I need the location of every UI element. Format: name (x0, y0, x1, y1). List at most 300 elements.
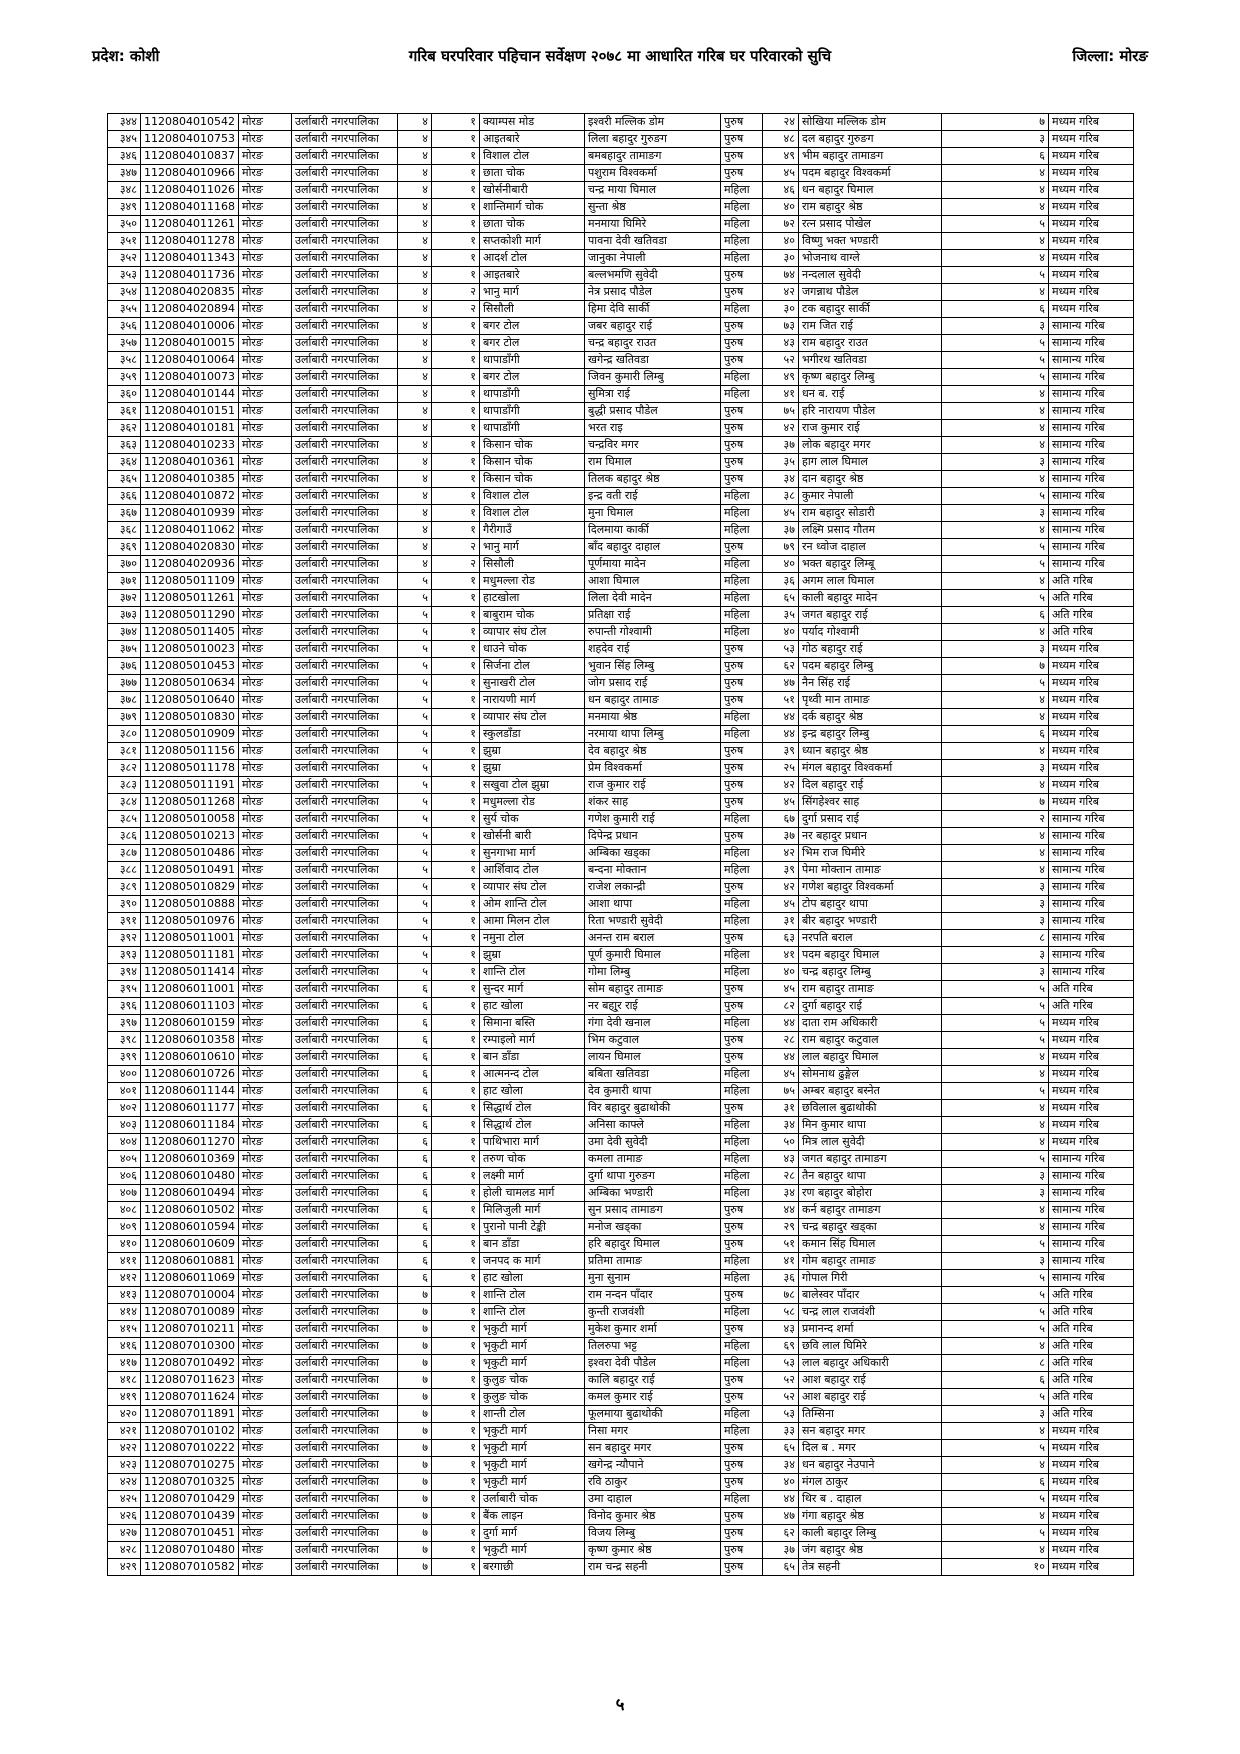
guardian-name-cell: धन बहादुर घिमाल (799, 182, 942, 199)
guardian-name-cell: धन बहादुर नेउपाने (799, 1457, 942, 1474)
tole-no-cell: १ (432, 760, 480, 777)
district-cell: मोरङ (239, 131, 292, 148)
poverty-level-cell: सामान्य गरिब (1049, 471, 1134, 488)
tole-cell: सप्तकोशी मार्ग (480, 233, 585, 250)
ward-cell: ५ (398, 760, 432, 777)
tole-no-cell: १ (432, 845, 480, 862)
poverty-level-cell: मध्यम गरिब (1049, 1491, 1134, 1508)
poverty-level-cell: अति गरिब (1049, 1338, 1134, 1355)
family-size-cell: ४ (942, 284, 1049, 301)
tole-cell: सखुवा टोल झुम्रा (480, 777, 585, 794)
ward-cell: ४ (398, 420, 432, 437)
family-size-cell: ४ (942, 862, 1049, 879)
gender-cell: पुरुष (721, 1372, 763, 1389)
table-row (108, 1066, 1134, 1083)
guardian-name-cell: जगत बहादुर तामाङग (799, 1151, 942, 1168)
tole-no-cell: १ (432, 522, 480, 539)
poverty-level-cell: सामान्य गरिब (1049, 386, 1134, 403)
tole-cell: पुरानो पानी टेङ्की (480, 1219, 585, 1236)
ward-cell: ४ (398, 199, 432, 216)
tole-cell: हाट खोला (480, 1270, 585, 1287)
tole-no-cell: १ (432, 1117, 480, 1134)
family-size-cell: ४ (942, 1423, 1049, 1440)
tole-cell: भृकुटी मार्ग (480, 1338, 585, 1355)
ward-cell: ४ (398, 522, 432, 539)
guardian-name-cell: रन ध्वोज दाहाल (799, 539, 942, 556)
gender-cell: पुरुष (721, 454, 763, 471)
ward-cell: ५ (398, 896, 432, 913)
serial-cell: ३७३ (108, 607, 141, 624)
household-id-cell: 1120806010610 (141, 1049, 239, 1066)
household-id-cell: 1120805010976 (141, 913, 239, 930)
table-row (108, 1049, 1134, 1066)
family-size-cell: ५ (942, 539, 1049, 556)
household-id-cell: 1120806010369 (141, 1151, 239, 1168)
head-name-cell: जबर बहादुर राई (585, 318, 721, 335)
household-id-cell: 1120805011261 (141, 590, 239, 607)
tole-cell: बगर टोल (480, 335, 585, 352)
district-cell: मोरङ (239, 369, 292, 386)
tole-cell: झुम्रा (480, 743, 585, 760)
family-size-cell: ३ (942, 913, 1049, 930)
head-name-cell: चन्द्र माया घिमाल (585, 182, 721, 199)
poverty-level-cell: मध्यम गरिब (1049, 114, 1134, 131)
tole-cell: भानु मार्ग (480, 539, 585, 556)
tole-no-cell: १ (432, 250, 480, 267)
municipality-cell: उर्लाबारी नगरपालिका (292, 284, 398, 301)
age-cell: ४१ (763, 386, 799, 403)
guardian-name-cell: राम बहादुर सोडारी (799, 505, 942, 522)
tole-cell: क्याम्पस मोड (480, 114, 585, 131)
poverty-level-cell: मध्यम गरिब (1049, 641, 1134, 658)
tole-no-cell: १ (432, 1406, 480, 1423)
tole-cell: सिसौली (480, 301, 585, 318)
gender-cell: महिला (721, 1083, 763, 1100)
age-cell: ५२ (763, 1372, 799, 1389)
district-cell: मोरङ (239, 1423, 292, 1440)
district-cell: मोरङ (239, 828, 292, 845)
age-cell: ४२ (763, 777, 799, 794)
household-id-cell: 1120806011001 (141, 981, 239, 998)
ward-cell: ६ (398, 1066, 432, 1083)
tole-cell: थापाडाँगी (480, 386, 585, 403)
tole-no-cell: १ (432, 590, 480, 607)
gender-cell: महिला (721, 947, 763, 964)
tole-cell: शान्ति टोल (480, 964, 585, 981)
ward-cell: ६ (398, 981, 432, 998)
table-row (108, 267, 1134, 284)
gender-cell: महिला (721, 1406, 763, 1423)
head-name-cell: नरमाया थापा लिम्बु (585, 726, 721, 743)
gender-cell: पुरुष (721, 131, 763, 148)
serial-cell: ३८८ (108, 862, 141, 879)
table-row (108, 998, 1134, 1015)
municipality-cell: उर्लाबारी नगरपालिका (292, 1100, 398, 1117)
ward-cell: ७ (398, 1406, 432, 1423)
head-name-cell: सन बहादुर मगर (585, 1440, 721, 1457)
family-size-cell: ३ (942, 1168, 1049, 1185)
head-name-cell: कालि बहादुर राई (585, 1372, 721, 1389)
household-id-cell: 1120804010181 (141, 420, 239, 437)
guardian-name-cell: छविलाल बुढाथोकी (799, 1100, 942, 1117)
tole-no-cell: २ (432, 284, 480, 301)
head-name-cell: पावना देवी खतिवडा (585, 233, 721, 250)
age-cell: ७४ (763, 267, 799, 284)
guardian-name-cell: भीम बहादुर तामाङग (799, 148, 942, 165)
household-id-cell: 1120805011405 (141, 624, 239, 641)
district-cell: मोरङ (239, 1270, 292, 1287)
tole-no-cell: १ (432, 794, 480, 811)
table-row (108, 335, 1134, 352)
gender-cell: पुरुष (721, 1440, 763, 1457)
age-cell: ७३ (763, 318, 799, 335)
household-id-cell: 1120805011290 (141, 607, 239, 624)
poverty-level-cell: सामान्य गरिब (1049, 437, 1134, 454)
head-name-cell: मनमाया श्रेष्ठ (585, 709, 721, 726)
tole-no-cell: १ (432, 828, 480, 845)
age-cell: ६२ (763, 1525, 799, 1542)
district-cell: मोरङ (239, 1338, 292, 1355)
guardian-name-cell: राज कुमार राई (799, 420, 942, 437)
district-cell: मोरङ (239, 947, 292, 964)
ward-cell: ७ (398, 1389, 432, 1406)
household-id-cell: 1120807010211 (141, 1321, 239, 1338)
family-size-cell: ४ (942, 828, 1049, 845)
household-id-cell: 1120804010006 (141, 318, 239, 335)
district-cell: मोरङ (239, 607, 292, 624)
gender-cell: महिला (721, 913, 763, 930)
table-row (108, 1236, 1134, 1253)
gender-cell: पुरुष (721, 675, 763, 692)
household-id-cell: 1120807010089 (141, 1304, 239, 1321)
gender-cell: महिला (721, 573, 763, 590)
table-row (108, 879, 1134, 896)
tole-cell: व्यापार संघ टोल (480, 709, 585, 726)
tole-no-cell: १ (432, 216, 480, 233)
household-id-cell: 1120806011144 (141, 1083, 239, 1100)
head-name-cell: विजय लिम्बु (585, 1525, 721, 1542)
age-cell: ३४ (763, 471, 799, 488)
family-size-cell: ५ (942, 488, 1049, 505)
household-id-cell: 1120804010542 (141, 114, 239, 131)
poverty-level-cell: मध्यम गरिब (1049, 1117, 1134, 1134)
age-cell: ३० (763, 250, 799, 267)
tole-cell: तरुण चोक (480, 1151, 585, 1168)
tole-no-cell: १ (432, 1168, 480, 1185)
poverty-level-cell: सामान्य गरिब (1049, 335, 1134, 352)
household-id-cell: 1120807010102 (141, 1423, 239, 1440)
household-id-cell: 1120804011168 (141, 199, 239, 216)
family-size-cell: ५ (942, 675, 1049, 692)
serial-cell: ४२६ (108, 1508, 141, 1525)
ward-cell: ५ (398, 709, 432, 726)
municipality-cell: उर्लाबारी नगरपालिका (292, 1559, 398, 1576)
table-row (108, 675, 1134, 692)
serial-cell: ३९२ (108, 930, 141, 947)
family-size-cell: ४ (942, 403, 1049, 420)
tole-cell: भृकुटी मार्ग (480, 1457, 585, 1474)
family-size-cell: ५ (942, 1287, 1049, 1304)
municipality-cell: उर्लाबारी नगरपालिका (292, 930, 398, 947)
municipality-cell: उर्लाबारी नगरपालिका (292, 182, 398, 199)
household-id-cell: 1120805011191 (141, 777, 239, 794)
guardian-name-cell: दिल ब . मगर (799, 1440, 942, 1457)
ward-cell: ६ (398, 1134, 432, 1151)
serial-cell: ३५२ (108, 250, 141, 267)
head-name-cell: मुना घिमाल (585, 505, 721, 522)
serial-cell: ३७१ (108, 573, 141, 590)
family-size-cell: ४ (942, 1134, 1049, 1151)
municipality-cell: उर्लाबारी नगरपालिका (292, 1542, 398, 1559)
gender-cell: पुरुष (721, 352, 763, 369)
guardian-name-cell: दिल बहादुर राई (799, 777, 942, 794)
tole-no-cell: १ (432, 675, 480, 692)
family-size-cell: ३ (942, 964, 1049, 981)
poverty-level-cell: मध्यम गरिब (1049, 1508, 1134, 1525)
tole-no-cell: १ (432, 335, 480, 352)
gender-cell: पुरुष (721, 930, 763, 947)
family-size-cell: ३ (942, 760, 1049, 777)
ward-cell: ४ (398, 454, 432, 471)
tole-no-cell: १ (432, 1066, 480, 1083)
poverty-level-cell: मध्यम गरिब (1049, 1542, 1134, 1559)
gender-cell: पुरुष (721, 403, 763, 420)
head-name-cell: बन्दना मोक्तान (585, 862, 721, 879)
tole-no-cell: १ (432, 777, 480, 794)
municipality-cell: उर्लाबारी नगरपालिका (292, 1117, 398, 1134)
guardian-name-cell: लक्ष्मि प्रसाद गौतम (799, 522, 942, 539)
table-row (108, 1457, 1134, 1474)
gender-cell: पुरुष (721, 1525, 763, 1542)
table-row (108, 845, 1134, 862)
guardian-name-cell: रण बहादुर बोहोरा (799, 1185, 942, 1202)
poverty-level-cell: अति गरिब (1049, 1372, 1134, 1389)
guardian-name-cell: दर्क बहादुर श्रेष्ठ (799, 709, 942, 726)
family-size-cell: ५ (942, 1321, 1049, 1338)
family-size-cell: ५ (942, 1015, 1049, 1032)
gender-cell: महिला (721, 199, 763, 216)
age-cell: ४५ (763, 981, 799, 998)
family-size-cell: ५ (942, 369, 1049, 386)
table-row (108, 692, 1134, 709)
tole-no-cell: १ (432, 1321, 480, 1338)
poverty-level-cell: सामान्य गरिब (1049, 403, 1134, 420)
district-cell: मोरङ (239, 1049, 292, 1066)
table-row (108, 607, 1134, 624)
page-number: ५ (615, 1695, 625, 1715)
table-row (108, 1253, 1134, 1270)
municipality-cell: उर्लाबारी नगरपालिका (292, 1219, 398, 1236)
municipality-cell: उर्लाबारी नगरपालिका (292, 879, 398, 896)
family-size-cell: ३ (942, 505, 1049, 522)
table-row (108, 114, 1134, 131)
ward-cell: ५ (398, 913, 432, 930)
gender-cell: महिला (721, 1117, 763, 1134)
guardian-name-cell: सन बहादुर मगर (799, 1423, 942, 1440)
ward-cell: ४ (398, 539, 432, 556)
municipality-cell: उर्लाबारी नगरपालिका (292, 1032, 398, 1049)
municipality-cell: उर्लाबारी नगरपालिका (292, 522, 398, 539)
serial-cell: ४२२ (108, 1440, 141, 1457)
district-cell: मोरङ (239, 760, 292, 777)
district-cell: मोरङ (239, 182, 292, 199)
tole-no-cell: १ (432, 1440, 480, 1457)
family-size-cell: ४ (942, 709, 1049, 726)
household-id-cell: 1120804010753 (141, 131, 239, 148)
table-row (108, 1151, 1134, 1168)
tole-cell: झुम्रा (480, 947, 585, 964)
gender-cell: पुरुष (721, 1202, 763, 1219)
ward-cell: ६ (398, 1253, 432, 1270)
district-cell: मोरङ (239, 335, 292, 352)
head-name-cell: रुपान्ती गोश्वामी (585, 624, 721, 641)
table-row (108, 947, 1134, 964)
household-id-cell: 1120804020835 (141, 284, 239, 301)
table-row (108, 1117, 1134, 1134)
age-cell: २५ (763, 760, 799, 777)
tole-cell: बैंक लाइन (480, 1508, 585, 1525)
gender-cell: महिला (721, 250, 763, 267)
head-name-cell: धन बहादुर तामाङ (585, 692, 721, 709)
family-size-cell: ६ (942, 726, 1049, 743)
household-id-cell: 1120804010939 (141, 505, 239, 522)
poverty-level-cell: सामान्य गरिब (1049, 420, 1134, 437)
municipality-cell: उर्लाबारी नगरपालिका (292, 1321, 398, 1338)
serial-cell: ३९५ (108, 981, 141, 998)
district-cell: मोरङ (239, 1066, 292, 1083)
family-size-cell: ४ (942, 845, 1049, 862)
head-name-cell: हिमा देवि सार्की (585, 301, 721, 318)
household-id-cell: 1120804010151 (141, 403, 239, 420)
serial-cell: ३८२ (108, 760, 141, 777)
household-id-cell: 1120804010144 (141, 386, 239, 403)
tole-no-cell: १ (432, 947, 480, 964)
table-row (108, 182, 1134, 199)
family-size-cell: ५ (942, 1151, 1049, 1168)
tole-cell: छाता चोक (480, 165, 585, 182)
gender-cell: महिला (721, 556, 763, 573)
guardian-name-cell: तेत्र सहनी (799, 1559, 942, 1576)
gender-cell: पुरुष (721, 1474, 763, 1491)
age-cell: ४२ (763, 845, 799, 862)
serial-cell: ३४९ (108, 199, 141, 216)
guardian-name-cell: तैन बहादुर थापा (799, 1168, 942, 1185)
family-size-cell: ४ (942, 471, 1049, 488)
tole-no-cell: १ (432, 896, 480, 913)
household-id-cell: 1120806010502 (141, 1202, 239, 1219)
poverty-level-cell: मध्यम गरिब (1049, 284, 1134, 301)
district-cell: मोरङ (239, 981, 292, 998)
table-row (108, 743, 1134, 760)
tole-cell: हाट खोला (480, 998, 585, 1015)
guardian-name-cell: जगत बहादुर राई (799, 607, 942, 624)
municipality-cell: उर्लाबारी नगरपालिका (292, 709, 398, 726)
age-cell: ३६ (763, 1270, 799, 1287)
household-id-cell: 1120806011270 (141, 1134, 239, 1151)
municipality-cell: उर्लाबारी नगरपालिका (292, 590, 398, 607)
family-size-cell: ४ (942, 386, 1049, 403)
serial-cell: ४२५ (108, 1491, 141, 1508)
gender-cell: महिला (721, 216, 763, 233)
poverty-level-cell: अति गरिब (1049, 1321, 1134, 1338)
ward-cell: ४ (398, 233, 432, 250)
table-row (108, 1338, 1134, 1355)
table-row (108, 420, 1134, 437)
gender-cell: महिला (721, 1066, 763, 1083)
tole-no-cell: १ (432, 1338, 480, 1355)
poverty-level-cell: मध्यम गरिब (1049, 794, 1134, 811)
municipality-cell: उर्लाबारी नगरपालिका (292, 607, 398, 624)
family-size-cell: ३ (942, 1406, 1049, 1423)
poverty-level-cell: मध्यम गरिब (1049, 692, 1134, 709)
guardian-name-cell: ध्यान बहादुर श्रेष्ठ (799, 743, 942, 760)
gender-cell: महिला (721, 1151, 763, 1168)
ward-cell: ७ (398, 1338, 432, 1355)
household-id-cell: 1120807010439 (141, 1508, 239, 1525)
ward-cell: ७ (398, 1423, 432, 1440)
municipality-cell: उर्लाबारी नगरपालिका (292, 1049, 398, 1066)
tole-no-cell: १ (432, 862, 480, 879)
ward-cell: ४ (398, 403, 432, 420)
district-cell: मोरङ (239, 1236, 292, 1253)
municipality-cell: उर्लाबारी नगरपालिका (292, 1474, 398, 1491)
ward-cell: ४ (398, 352, 432, 369)
tole-cell: नारायणी मार्ग (480, 692, 585, 709)
head-name-cell: देव बहादुर श्रेष्ठ (585, 743, 721, 760)
head-name-cell: आशा घिमाल (585, 573, 721, 590)
table-row (108, 318, 1134, 335)
district-cell: मोरङ (239, 1151, 292, 1168)
family-size-cell: ४ (942, 1100, 1049, 1117)
household-id-cell: 1120804011261 (141, 216, 239, 233)
family-size-cell: ३ (942, 896, 1049, 913)
age-cell: ३७ (763, 437, 799, 454)
poverty-level-cell: मध्यम गरिब (1049, 1559, 1134, 1576)
tole-no-cell: १ (432, 607, 480, 624)
province-label: प्रदेश: कोशी (92, 47, 160, 65)
tole-cell: होली चामलड मार्ग (480, 1185, 585, 1202)
poverty-level-cell: अति गरिब (1049, 573, 1134, 590)
guardian-name-cell: तिम्सिना (799, 1406, 942, 1423)
age-cell: ३४ (763, 1117, 799, 1134)
table-row (108, 1508, 1134, 1525)
age-cell: ४७ (763, 1508, 799, 1525)
poverty-level-cell: सामान्य गरिब (1049, 522, 1134, 539)
tole-no-cell: २ (432, 301, 480, 318)
municipality-cell: उर्लाबारी नगरपालिका (292, 862, 398, 879)
household-id-cell: 1120805010213 (141, 828, 239, 845)
ward-cell: ४ (398, 505, 432, 522)
serial-cell: ३८९ (108, 879, 141, 896)
tole-no-cell: १ (432, 1151, 480, 1168)
tole-no-cell: १ (432, 658, 480, 675)
tole-no-cell: १ (432, 505, 480, 522)
serial-cell: ३७५ (108, 641, 141, 658)
gender-cell: महिला (721, 964, 763, 981)
district-cell: मोरङ (239, 318, 292, 335)
table-row (108, 556, 1134, 573)
municipality-cell: उर्लाबारी नगरपालिका (292, 488, 398, 505)
table-row (108, 1219, 1134, 1236)
ward-cell: ५ (398, 743, 432, 760)
tole-cell: सुनगाभा मार्ग (480, 845, 585, 862)
ward-cell: ५ (398, 930, 432, 947)
gender-cell: महिला (721, 1338, 763, 1355)
guardian-name-cell: सोमनाथ ढुङ्गेल (799, 1066, 942, 1083)
table-row (108, 828, 1134, 845)
district-cell: मोरङ (239, 386, 292, 403)
poverty-level-cell: मध्यम गरिब (1049, 1066, 1134, 1083)
